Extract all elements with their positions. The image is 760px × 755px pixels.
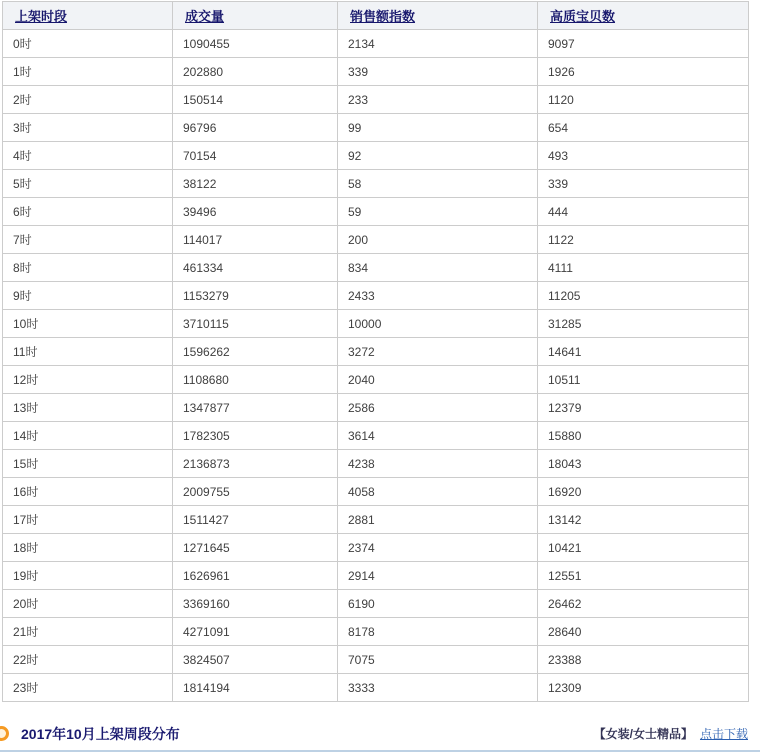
orange-ring-icon <box>0 726 9 741</box>
table-cell: 1347877 <box>173 394 338 422</box>
table-cell: 6时 <box>3 198 173 226</box>
table-cell: 2134 <box>338 30 538 58</box>
table-cell: 200 <box>338 226 538 254</box>
table-cell: 10511 <box>538 366 749 394</box>
table-cell: 12551 <box>538 562 749 590</box>
table-cell: 1814194 <box>173 674 338 702</box>
table-row <box>3 198 749 226</box>
table-cell: 4238 <box>338 450 538 478</box>
table-cell: 444 <box>538 198 749 226</box>
table-cell: 1153279 <box>173 282 338 310</box>
table-cell: 2586 <box>338 394 538 422</box>
table-cell: 2433 <box>338 282 538 310</box>
table-cell: 10时 <box>3 310 173 338</box>
table-cell: 202880 <box>173 58 338 86</box>
table-cell: 12309 <box>538 674 749 702</box>
footer-bar <box>0 717 760 752</box>
table-cell: 14时 <box>3 422 173 450</box>
table-cell: 4111 <box>538 254 749 282</box>
table-cell: 3369160 <box>173 590 338 618</box>
table-cell: 339 <box>538 170 749 198</box>
table-cell: 233 <box>338 86 538 114</box>
table-cell: 1090455 <box>173 30 338 58</box>
table-body <box>3 30 749 702</box>
table-cell: 2374 <box>338 534 538 562</box>
download-link[interactable]: 点击下载 <box>699 727 748 741</box>
table-cell: 3时 <box>3 114 173 142</box>
table-cell: 11时 <box>3 338 173 366</box>
table-row <box>3 450 749 478</box>
table-cell: 2040 <box>338 366 538 394</box>
table-row <box>3 394 749 422</box>
table-cell: 1271645 <box>173 534 338 562</box>
table-cell: 2881 <box>338 506 538 534</box>
table-cell: 11205 <box>538 282 749 310</box>
column-header-sales-index <box>338 2 538 30</box>
table-cell: 31285 <box>538 310 749 338</box>
table-cell: 1108680 <box>173 366 338 394</box>
table-cell: 1511427 <box>173 506 338 534</box>
table-row <box>3 282 749 310</box>
table-cell: 10000 <box>338 310 538 338</box>
table-cell: 9097 <box>538 30 749 58</box>
table-row <box>3 366 749 394</box>
table-cell: 15880 <box>538 422 749 450</box>
table-cell: 92 <box>338 142 538 170</box>
table-cell: 1120 <box>538 86 749 114</box>
table-cell: 23388 <box>538 646 749 674</box>
table-cell: 461334 <box>173 254 338 282</box>
table-cell: 654 <box>538 114 749 142</box>
table-cell: 4时 <box>3 142 173 170</box>
sort-link-quality-items[interactable]: 高质宝贝数 <box>550 9 616 24</box>
table-cell: 19时 <box>3 562 173 590</box>
table-row <box>3 310 749 338</box>
table-cell: 1122 <box>538 226 749 254</box>
table-cell: 58 <box>338 170 538 198</box>
table-cell: 18043 <box>538 450 749 478</box>
table-row <box>3 534 749 562</box>
table-row <box>3 170 749 198</box>
table-row <box>3 142 749 170</box>
table-row <box>3 506 749 534</box>
column-header-time <box>3 2 173 30</box>
table-cell: 493 <box>538 142 749 170</box>
sort-link-volume[interactable]: 成交量 <box>185 9 225 24</box>
table-cell: 21时 <box>3 618 173 646</box>
table-cell: 17时 <box>3 506 173 534</box>
table-cell: 10421 <box>538 534 749 562</box>
table-cell: 1596262 <box>173 338 338 366</box>
table-row <box>3 674 749 702</box>
table-cell: 38122 <box>173 170 338 198</box>
table-cell: 28640 <box>538 618 749 646</box>
table-cell: 2009755 <box>173 478 338 506</box>
table-row <box>3 478 749 506</box>
table-cell: 3614 <box>338 422 538 450</box>
table-cell: 16时 <box>3 478 173 506</box>
footer-right-group <box>594 725 748 742</box>
table-cell: 15时 <box>3 450 173 478</box>
table-cell: 1626961 <box>173 562 338 590</box>
table-row <box>3 58 749 86</box>
table-cell: 339 <box>338 58 538 86</box>
table-row <box>3 226 749 254</box>
table-cell: 2914 <box>338 562 538 590</box>
table-cell: 39496 <box>173 198 338 226</box>
table-cell: 26462 <box>538 590 749 618</box>
table-cell: 3824507 <box>173 646 338 674</box>
report-section-title: 2017年10月上架周段分布 <box>21 725 180 742</box>
table-cell: 16920 <box>538 478 749 506</box>
table-cell: 7时 <box>3 226 173 254</box>
table-row <box>3 114 749 142</box>
table-cell: 2时 <box>3 86 173 114</box>
table-cell: 114017 <box>173 226 338 254</box>
table-row <box>3 254 749 282</box>
table-cell: 3710115 <box>173 310 338 338</box>
table-row <box>3 562 749 590</box>
table-cell: 4058 <box>338 478 538 506</box>
table-cell: 12时 <box>3 366 173 394</box>
table-cell: 99 <box>338 114 538 142</box>
table-cell: 3333 <box>338 674 538 702</box>
table-cell: 5时 <box>3 170 173 198</box>
table-cell: 8178 <box>338 618 538 646</box>
table-cell: 7075 <box>338 646 538 674</box>
table-cell: 1926 <box>538 58 749 86</box>
table-cell: 1782305 <box>173 422 338 450</box>
table-cell: 4271091 <box>173 618 338 646</box>
table-cell: 59 <box>338 198 538 226</box>
column-header-volume <box>173 2 338 30</box>
table-cell: 70154 <box>173 142 338 170</box>
table-cell: 22时 <box>3 646 173 674</box>
table-cell: 12379 <box>538 394 749 422</box>
table-cell: 1时 <box>3 58 173 86</box>
table-row <box>3 338 749 366</box>
table-row <box>3 422 749 450</box>
category-tag: 【女装/女士精品】 <box>593 727 693 741</box>
table-cell: 150514 <box>173 86 338 114</box>
column-header-quality-items <box>538 2 749 30</box>
hourly-stats-table <box>2 1 749 702</box>
table-cell: 0时 <box>3 30 173 58</box>
sort-link-time[interactable]: 上架时段 <box>15 9 68 24</box>
table-header-row <box>3 2 749 30</box>
table-row <box>3 30 749 58</box>
table-cell: 6190 <box>338 590 538 618</box>
table-cell: 14641 <box>538 338 749 366</box>
sort-link-sales-index[interactable]: 销售额指数 <box>350 9 416 24</box>
table-cell: 18时 <box>3 534 173 562</box>
table-cell: 13142 <box>538 506 749 534</box>
table-cell: 23时 <box>3 674 173 702</box>
table-row <box>3 646 749 674</box>
table-row <box>3 590 749 618</box>
table-cell: 9时 <box>3 282 173 310</box>
table-cell: 13时 <box>3 394 173 422</box>
table-cell: 96796 <box>173 114 338 142</box>
table-cell: 3272 <box>338 338 538 366</box>
table-cell: 20时 <box>3 590 173 618</box>
table-row <box>3 86 749 114</box>
table-cell: 2136873 <box>173 450 338 478</box>
table-cell: 8时 <box>3 254 173 282</box>
table-cell: 834 <box>338 254 538 282</box>
table-row <box>3 618 749 646</box>
